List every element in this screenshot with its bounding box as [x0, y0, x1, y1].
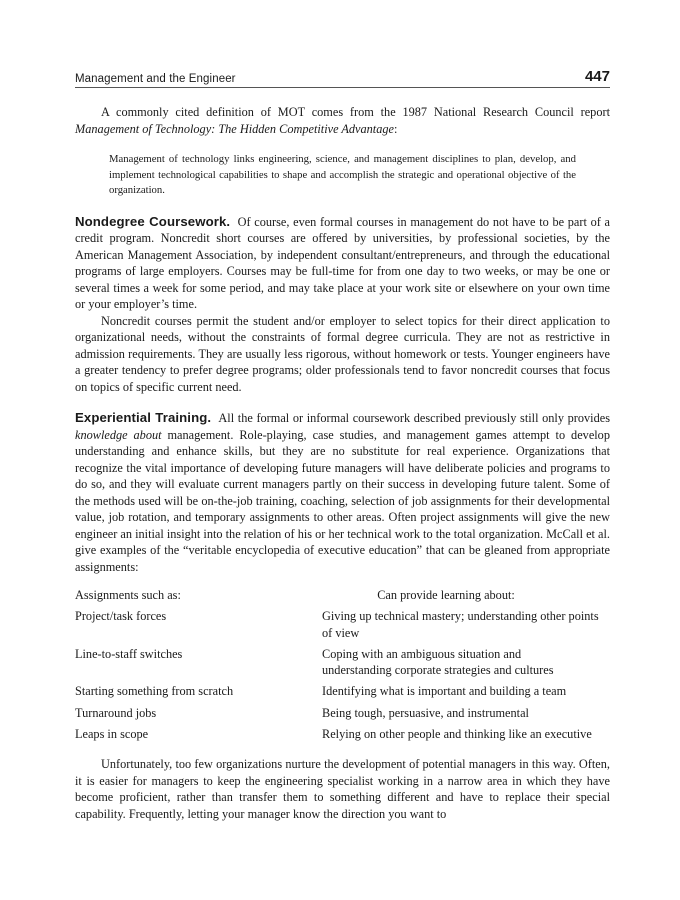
assignments-header-row — [75, 587, 610, 608]
intro-text: A commonly cited definition of MOT comes from the 1987 National Research Council report — [101, 105, 610, 119]
intro-colon: : — [393, 121, 398, 136]
experiential-paragraph — [75, 410, 610, 575]
nondegree-text-1: Of course, even formal courses in management do not have to be part of a credit program. Noncredit short courses are offered by universities, by professional societies, by the American Management Association, by independent consultant/entrepreneurs, and through the educational programs of large employers. Courses may be full-time for from one day to two weeks, or may be one or several times a week for some period, and may take place at your work site or elsewhere on your own time or your employer’s time. — [75, 214, 610, 311]
learning-cell: Relying on other people and thinking like an executive — [322, 727, 592, 742]
assignment-cell: Leaps in scope — [75, 727, 149, 742]
assignment-cell: Starting something from scratch — [75, 684, 234, 699]
nondegree-heading: Nondegree Coursework. — [75, 213, 231, 229]
experiential-text-after: management. Role-playing, case studies, and management games attempt to develop understanding and enhance skills, but they are no substitute for real experience. Organizations that recognize the vital importance of developing future managers will have deliberate policies and programs to do so, and they will evaluate current managers partly on their success in developing future talent. Some of the methods used will be on-the-job training, coaching, selection of job assignments for their developmental value, job rotation, and temporary assignments to other areas. Often project assignments will give the new engineer an initial insight into the relation of his or her technical work to the total organization. McCall et al. give examples of the “veritable encyclopedia of executive education” that can be gleaned from appropriate assignments: — [75, 427, 610, 574]
nondegree-paragraph-2: Noncredit courses permit the student and/or employer to select topics for their direct application to organizational needs, without the constraints of formal degree curricula. They are not as restrictive in admission requirements. They are usually less rigorous, without homework or tests. Younger engineers have a greater tendency to prefer degree programs; older professionals tend to favor noncredit courses that focus on topics of specific current need. — [75, 313, 610, 394]
assignment-cell: Turnaround jobs — [75, 705, 157, 720]
assignments-col1-header: Assignments such as: — [75, 588, 181, 602]
page — [75, 68, 610, 822]
report-title: Management of Technology: The Hidden Competitive Advantage — [75, 121, 394, 136]
intro-paragraph — [75, 104, 610, 137]
table-row — [75, 705, 610, 726]
closing-paragraph: Unfortunately, too few organizations nurture the development of potential managers in this way. Often, it is easier for managers to keep the engineering specialist working in a narrow area in which they have become proficient, rather than transfer them to something different and have to replace their special capability. Frequently, letting your manager know the direction you want to — [75, 757, 610, 821]
assignments-table — [75, 587, 610, 747]
experiential-text-before: All the formal or informal coursework described previously still only provides — [218, 411, 610, 425]
table-row — [75, 726, 610, 747]
running-title: Management and the Engineer — [75, 73, 236, 85]
experiential-heading: Experiential Training. — [75, 410, 212, 425]
learning-cell: Identifying what is important and building a team — [322, 684, 567, 699]
table-row — [75, 683, 610, 704]
table-row — [75, 646, 610, 684]
experiential-emphasis: knowledge about — [75, 427, 162, 442]
assignment-cell: Line-to-staff switches — [75, 646, 183, 661]
nondegree-paragraph-1 — [75, 214, 610, 313]
learning-cell: Giving up technical mastery; understanding other points of view — [322, 609, 599, 640]
table-row — [75, 608, 610, 646]
learning-cell: Coping with an ambiguous situation and understanding corporate strategies and cultures — [322, 646, 554, 678]
definition-quote: Management of technology links engineering, science, and management disciplines to plan, develop, and implement technological capabilities to shape and accomplish the strategic and operational objective of the organization. — [109, 153, 576, 196]
assignment-cell: Project/task forces — [75, 609, 167, 624]
page-number: 447 — [584, 68, 610, 85]
learning-cell: Being tough, persuasive, and instrumental — [322, 705, 529, 720]
assignments-col2-header: Can provide learning about: — [377, 588, 515, 602]
running-header — [75, 68, 610, 88]
